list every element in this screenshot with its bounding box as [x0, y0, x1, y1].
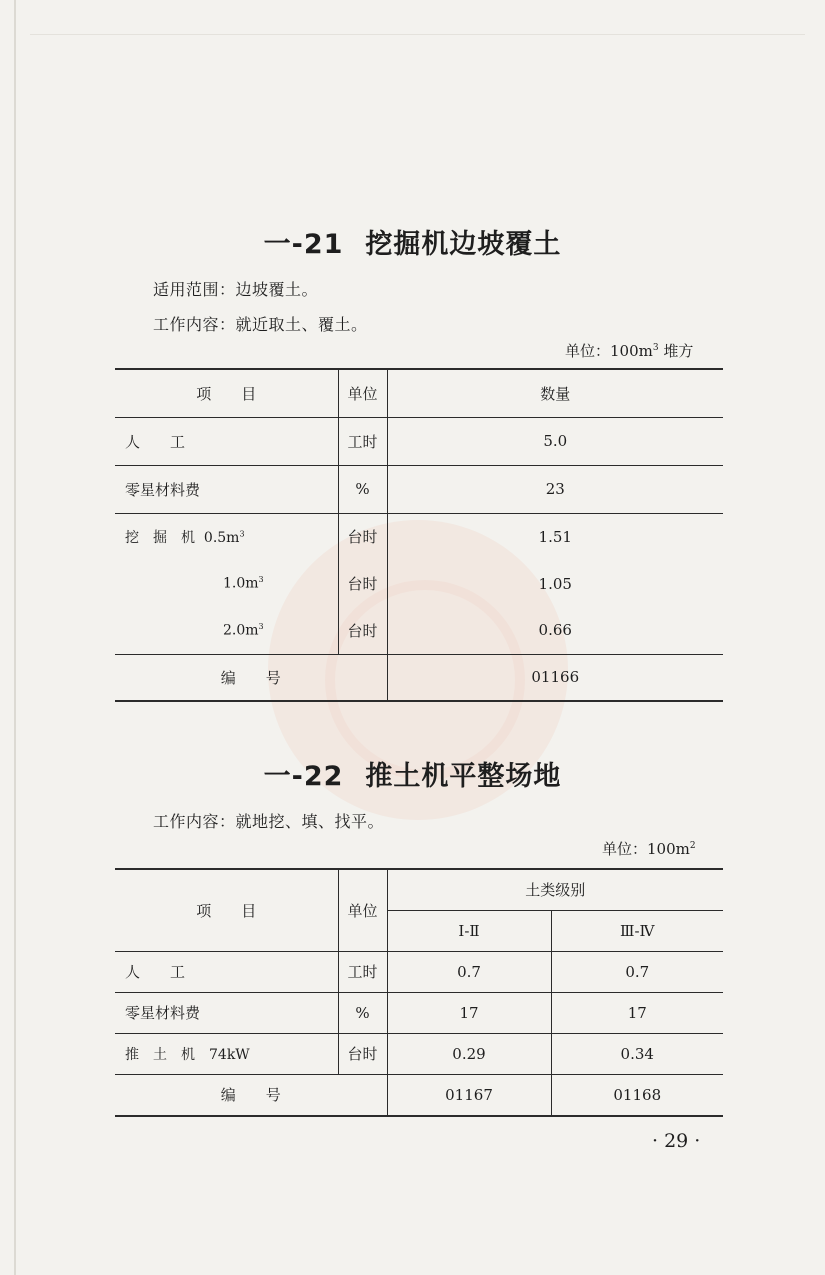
row-unit: 台时 [338, 560, 387, 607]
section2-unit [602, 838, 696, 859]
header-col2: Ⅲ-Ⅳ [551, 910, 723, 951]
section2-unit-prefix: 单位：100m [602, 840, 690, 858]
table-code-row [115, 654, 723, 701]
row-unit: 工时 [338, 417, 387, 465]
row-v1: 0.29 [387, 1033, 551, 1074]
row-qty: 1.51 [387, 513, 723, 560]
code-label: 编 号 [115, 654, 387, 701]
row-v1: 17 [387, 992, 551, 1033]
row-unit: 台时 [338, 513, 387, 560]
header-unit: 单位 [338, 869, 387, 951]
header-unit: 单位 [338, 369, 387, 417]
section2-unit-sup: 2 [689, 841, 696, 851]
row-unit: 台时 [338, 1033, 387, 1074]
table-header-row [115, 369, 723, 417]
row-item [115, 513, 338, 560]
table-header-row [115, 869, 723, 910]
section1-unit-prefix: 单位：100m [565, 342, 653, 360]
machine-size-sup: 3 [258, 621, 264, 631]
row-v2: 0.7 [551, 951, 723, 992]
section2-table [115, 868, 723, 1117]
table-row [115, 513, 723, 560]
row-qty: 5.0 [387, 417, 723, 465]
section1-title [0, 222, 825, 261]
code-value-1: 01167 [387, 1074, 551, 1116]
page-edge [14, 0, 16, 1275]
table-row [115, 465, 723, 513]
section1-number: 一-21 [263, 229, 344, 260]
table-row [115, 560, 723, 607]
section2-title [0, 754, 825, 793]
header-item: 项 目 [115, 369, 338, 417]
header-qty: 数量 [387, 369, 723, 417]
row-unit: % [338, 992, 387, 1033]
table-row [115, 417, 723, 465]
machine-size: 2.0m [223, 622, 259, 639]
row-qty: 1.05 [387, 560, 723, 607]
section1-unit [565, 340, 693, 361]
row-item: 人 工 [115, 417, 338, 465]
row-qty: 0.66 [387, 607, 723, 654]
section1-work: 工作内容：就近取土、覆土。 [153, 315, 368, 334]
row-qty: 23 [387, 465, 723, 513]
table-row [115, 607, 723, 654]
section1-title-text: 挖掘机边坡覆土 [365, 229, 562, 260]
code-value: 01166 [387, 654, 723, 701]
header-col1: Ⅰ-Ⅱ [387, 910, 551, 951]
table-code-row [115, 1074, 723, 1116]
row-v2: 17 [551, 992, 723, 1033]
row-item: 人 工 [115, 951, 338, 992]
row-item [115, 560, 338, 607]
section2-number: 一-22 [263, 761, 344, 792]
section1-unit-suffix: 堆方 [658, 342, 694, 360]
row-unit: 工时 [338, 951, 387, 992]
row-item: 推 土 机 74kW [115, 1033, 338, 1074]
section1-scope: 适用范围：边坡覆土。 [153, 280, 319, 299]
page-number: · 29 · [652, 1130, 701, 1152]
row-unit: % [338, 465, 387, 513]
machine-size-sup: 3 [239, 529, 245, 539]
machine-size-sup: 3 [258, 575, 264, 585]
section2-work: 工作内容：就地挖、填、找平。 [153, 812, 385, 831]
machine-size: 1.0m [223, 575, 259, 592]
section1-table [115, 368, 723, 702]
header-group: 土类级别 [387, 869, 723, 910]
table-row [115, 992, 723, 1033]
top-rule [30, 34, 805, 35]
table-row [115, 951, 723, 992]
row-unit: 台时 [338, 607, 387, 654]
row-v2: 0.34 [551, 1033, 723, 1074]
row-item [115, 607, 338, 654]
section1-unit-sup: 3 [652, 343, 659, 353]
row-item: 零星材料费 [115, 992, 338, 1033]
section2-title-text: 推土机平整场地 [365, 761, 562, 792]
table-row [115, 1033, 723, 1074]
header-item: 项 目 [115, 869, 338, 951]
code-value-2: 01168 [551, 1074, 723, 1116]
row-v1: 0.7 [387, 951, 551, 992]
code-label: 编 号 [115, 1074, 387, 1116]
row-item: 零星材料费 [115, 465, 338, 513]
machine-size: 0.5m [203, 529, 240, 546]
machine-label: 挖 掘 机 [125, 529, 195, 546]
